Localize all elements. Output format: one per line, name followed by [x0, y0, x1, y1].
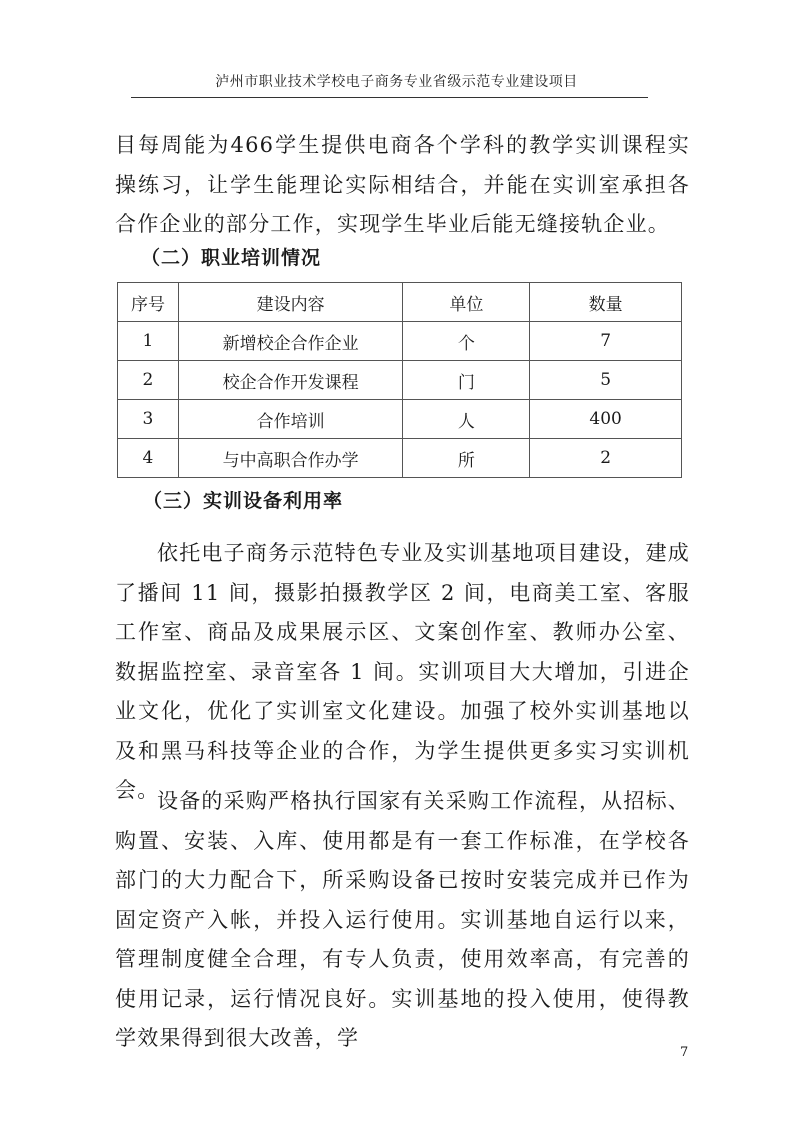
- table-row: [118, 439, 682, 478]
- cell-content: 校企合作开发课程: [178, 361, 403, 400]
- training-table: [117, 282, 682, 478]
- cell-unit: 人: [403, 400, 530, 439]
- document-header: 泸州市职业技术学校电子商务专业省级示范专业建设项目: [215, 74, 578, 90]
- table-row: [118, 361, 682, 400]
- table-row: [118, 322, 682, 361]
- cell-quantity: 400: [530, 400, 682, 439]
- cell-content: 与中高职合作办学: [178, 439, 403, 478]
- cell-unit: 所: [403, 439, 530, 478]
- cell-index: 2: [118, 361, 179, 400]
- table-header-row: [118, 283, 682, 322]
- cell-quantity: 5: [530, 361, 682, 400]
- table-row: [118, 400, 682, 439]
- col-header-content: 建设内容: [178, 283, 403, 322]
- equipment-paragraph: 依托电子商务示范特色专业及实训基地项目建设，建成了播间 11 间，摄影拍摄教学区 2 间，电商美工室、客服工作室、商品及成果展示区、文案创作室、教师办公室、数据监控室、录音室各 1 间。实训项目大大增加，引进企业文化，优化了实训室文化建设。加强了校外实训基地以及和黑马科技等企业的合作，为学生提供更多实习实训机会。: [115, 541, 690, 802]
- section-heading-equipment: （三）实训设备利用率: [143, 490, 344, 512]
- col-header-index: 序号: [118, 283, 179, 322]
- section-heading-training: （二）职业培训情况: [141, 247, 322, 269]
- header-rule: [131, 97, 648, 98]
- cell-content: 合作培训: [178, 400, 403, 439]
- procurement-paragraph: 设备的采购严格执行国家有关采购工作流程，从招标、购置、安装、入库、使用都是有一套工作标准，在学校各部门的大力配合下，所采购设备已按时安装完成并已作为固定资产入帐，并投入运行使用。实训基地自运行以来，管理制度健全合理，有专人负责，使用效率高，有完善的使用记录，运行情况良好。实训基地的投入使用，使得教学效果得到很大改善，学: [115, 789, 690, 1050]
- cell-index: 1: [118, 322, 179, 361]
- col-header-unit: 单位: [403, 283, 530, 322]
- cell-index: 4: [118, 439, 179, 478]
- cell-index: 3: [118, 400, 179, 439]
- continuation-paragraph: 目每周能为466学生提供电商各个学科的教学实训课程实操练习，让学生能理论实际相结合，并能在实训室承担各合作企业的部分工作，实现学生毕业后能无缝接轨企业。: [115, 133, 690, 236]
- cell-quantity: 7: [530, 322, 682, 361]
- cell-unit: 门: [403, 361, 530, 400]
- cell-content: 新增校企合作企业: [178, 322, 403, 361]
- cell-quantity: 2: [530, 439, 682, 478]
- page-number: 7: [680, 1045, 689, 1060]
- cell-unit: 个: [403, 322, 530, 361]
- col-header-quantity: 数量: [530, 283, 682, 322]
